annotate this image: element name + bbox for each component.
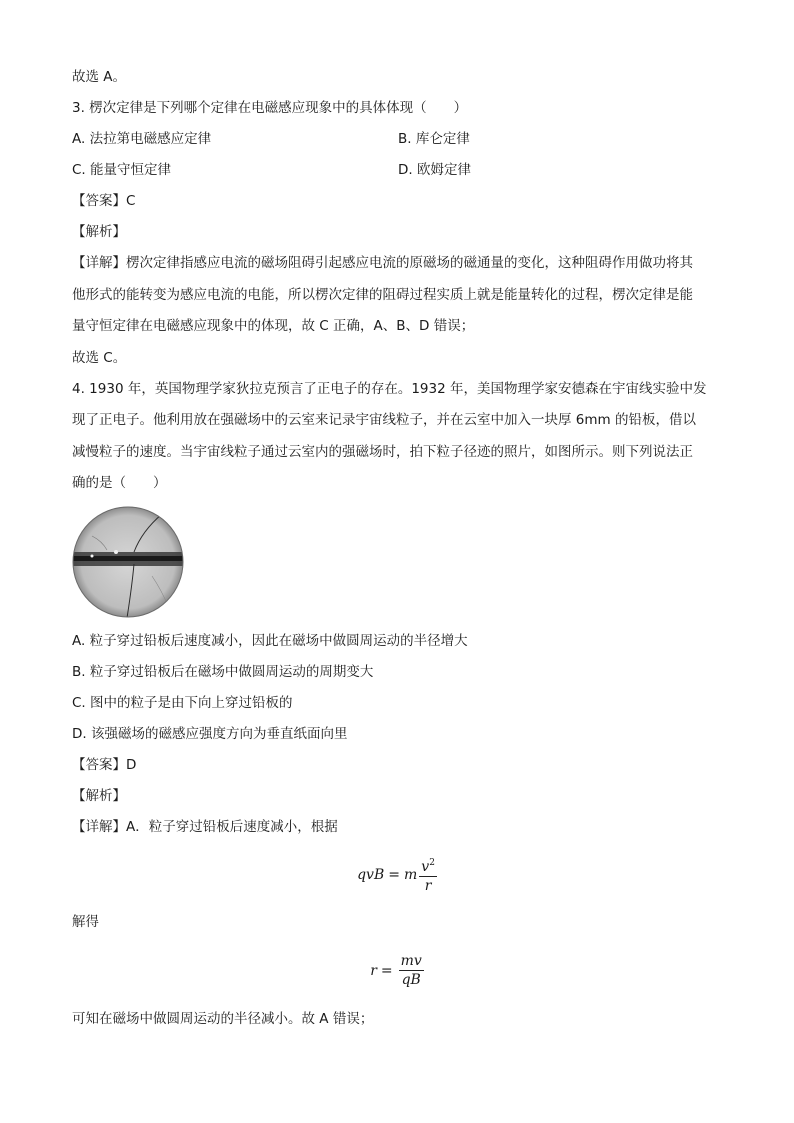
formula-radius bbox=[72, 938, 722, 1004]
detail-paragraph-3 bbox=[72, 248, 722, 343]
text-line: 确的是（ ） bbox=[72, 475, 167, 491]
formula-fraction bbox=[399, 953, 424, 988]
question-3-options-row-2 bbox=[72, 155, 722, 186]
answer-label: 【答案】C bbox=[72, 193, 136, 209]
text-line: 故选 C。 bbox=[72, 349, 127, 366]
formula-numerator bbox=[419, 855, 437, 877]
option-b: B. 粒子穿过铅板后在磁场中做圆周运动的周期变大 bbox=[72, 663, 374, 680]
formula-lhs: qvB bbox=[357, 866, 385, 883]
cloud-chamber-figure bbox=[72, 500, 722, 626]
formula-denominator: r bbox=[424, 878, 432, 894]
numerator-base: v bbox=[421, 859, 430, 875]
text-line: 4. 1930 年，英国物理学家狄拉克预言了正电子的存在。1932 年，美国物理学家安德森在宇宙线实验中发 bbox=[72, 380, 707, 397]
formula-expression bbox=[370, 953, 424, 988]
cloud-chamber-photo bbox=[72, 506, 184, 618]
formula-expression bbox=[357, 855, 437, 894]
formula-denominator: qB bbox=[401, 972, 421, 988]
formula-fraction bbox=[419, 855, 437, 894]
text-line: 可知在磁场中做圆周运动的半径减小。故 A 错误； bbox=[72, 1010, 374, 1027]
question-3-options-row-1 bbox=[72, 124, 722, 155]
option-a: A. 粒子穿过铅板后速度减小，因此在磁场中做圆周运动的半径增大 bbox=[72, 632, 468, 649]
analysis-label: 【解析】 bbox=[72, 224, 126, 240]
option-a: A. 法拉第电磁感应定律 bbox=[72, 131, 212, 147]
document-page bbox=[72, 62, 722, 1035]
numerator-exponent: 2 bbox=[429, 858, 435, 868]
formula-lhs: r bbox=[370, 962, 377, 979]
question-3-stem: 3. 楞次定律是下列哪个定律在电磁感应现象中的具体体现（ ） bbox=[72, 100, 468, 116]
question-4-stem bbox=[72, 374, 722, 500]
formula-equals: = bbox=[380, 962, 393, 979]
formula-numerator: mv bbox=[400, 953, 422, 969]
option-c: C. 能量守恒定律 bbox=[72, 162, 172, 178]
answer-label: 【答案】D bbox=[72, 756, 137, 773]
formula-equals: = bbox=[388, 866, 400, 883]
text-line: 【详解】楞次定律指感应电流的磁场阻碍引起感应电流的原磁场的磁通量的变化，这种阻碍作用做功将其 bbox=[72, 255, 693, 271]
text-line: 量守恒定律在电磁感应现象中的体现，故 C 正确，A、B、D 错误； bbox=[72, 318, 475, 334]
text-line: 解得 bbox=[72, 913, 99, 930]
formula-lorentz-centripetal bbox=[72, 843, 722, 907]
analysis-label: 【解析】 bbox=[72, 787, 126, 804]
text-line: 现了正电子。他利用放在强磁场中的云室来记录宇宙线粒子，并在云室中加入一块厚 6mm 的铅板，借以 bbox=[72, 412, 696, 428]
option-b: B. 库仑定律 bbox=[398, 131, 470, 147]
text-line: 【详解】A．粒子穿过铅板后速度减小，根据 bbox=[72, 818, 338, 835]
option-d: D. 欧姆定律 bbox=[398, 162, 471, 178]
text-line: 减慢粒子的速度。当宇宙线粒子通过云室内的强磁场时，拍下粒子径迹的照片，如图所示。则下列说法正 bbox=[72, 443, 693, 460]
text-line: 故选 A。 bbox=[72, 69, 127, 85]
option-d: D. 该强磁场的磁感应强度方向为垂直纸面向里 bbox=[72, 725, 348, 742]
text-line: 他形式的能转变为感应电流的电能，所以楞次定律的阻碍过程实质上就是能量转化的过程，楞次定律是能 bbox=[72, 286, 693, 303]
option-c: C. 图中的粒子是由下向上穿过铅板的 bbox=[72, 694, 293, 711]
formula-m: m bbox=[403, 866, 418, 883]
